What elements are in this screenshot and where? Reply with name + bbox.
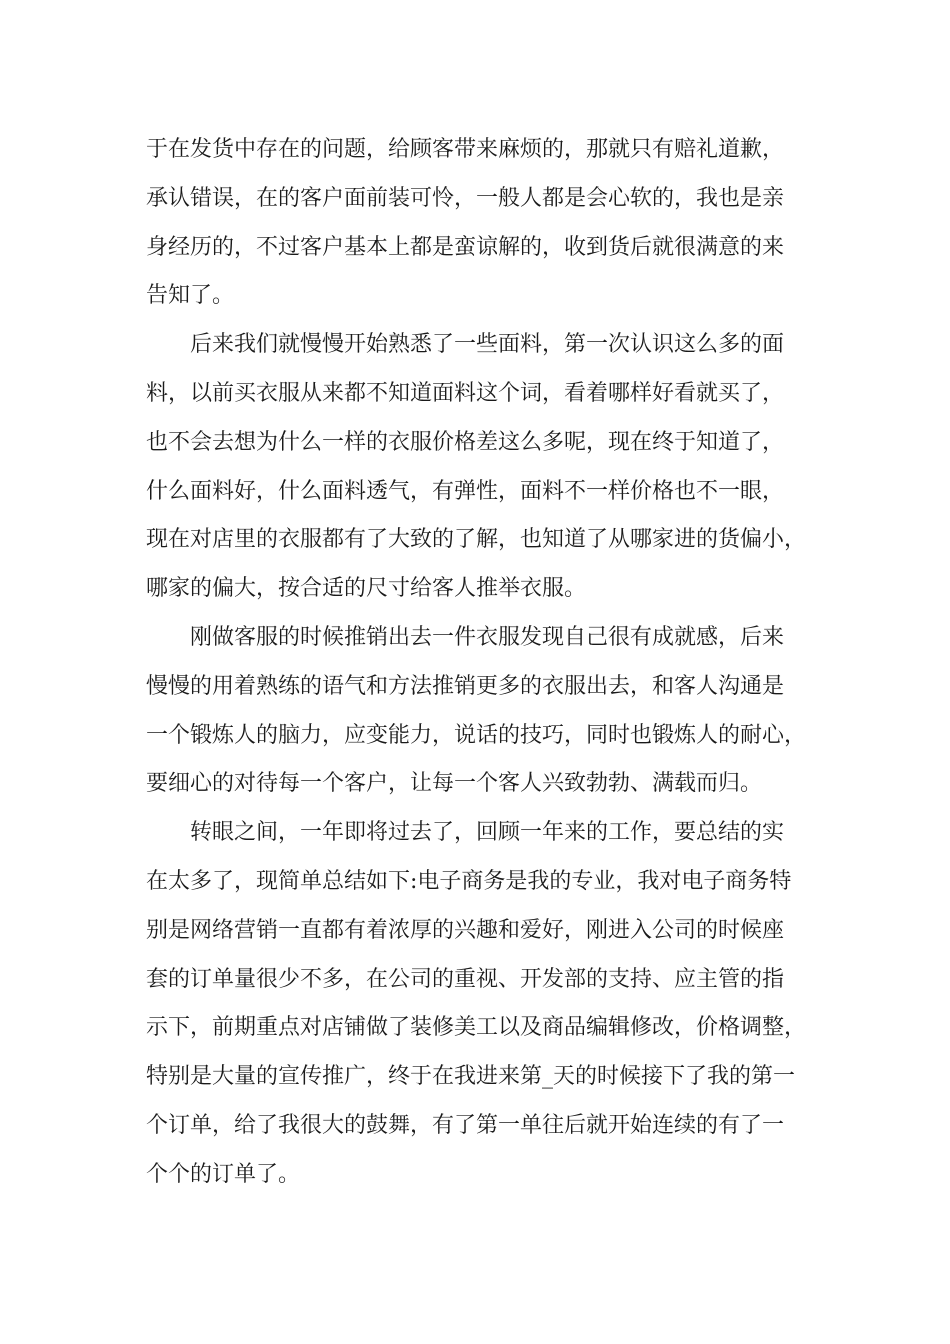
text-line: 示下，前期重点对店铺做了装修美工以及商品编辑修改，价格调整， [146,1015,807,1041]
text-line: 要细心的对待每一个客户，让每一个客人兴致勃勃、满载而归。 [146,771,763,797]
text-line: 个个的订单了。 [146,1161,301,1187]
text-line: 告知了。 [146,283,235,309]
text-line: 转眼之间，一年即将过去了，回顾一年来的工作，要总结的实 [190,820,785,846]
text-line: 别是网络营销一直都有着浓厚的兴趣和爱好，刚进入公司的时候座 [146,917,785,943]
text-line: 慢慢的用着熟练的语气和方法推销更多的衣服出去，和客人沟通是 [146,673,785,699]
text-line: 后来我们就慢慢开始熟悉了一些面料，第一次认识这么多的面 [190,332,785,358]
text-line: 套的订单量很少不多，在公司的重视、开发部的支持、应主管的指 [146,966,785,992]
document-body [146,126,826,1200]
text-line: 也不会去想为什么一样的衣服价格差这么多呢，现在终于知道了， [146,429,785,455]
text-line: 什么面料好，什么面料透气，有弹性，面料不一样价格也不一眼， [146,478,785,504]
text-line: 承认错误，在的客户面前装可怜，一般人都是会心软的，我也是亲 [146,185,785,211]
text-line: 身经历的，不过客户基本上都是蛮谅解的，收到货后就很满意的来 [146,234,785,260]
text-line: 一个锻炼人的脑力，应变能力，说话的技巧，同时也锻炼人的耐心， [146,722,807,748]
text-line: 在太多了，现简单总结如下:电子商务是我的专业，我对电子商务特 [146,868,792,894]
text-line: 哪家的偏大，按合适的尺寸给客人推举衣服。 [146,576,587,602]
text-line: 现在对店里的衣服都有了大致的了解，也知道了从哪家进的货偏小， [146,527,807,553]
text-line: 特别是大量的宣传推广，终于在我进来第_天的时候接下了我的第一 [146,1064,796,1090]
text-line: 个订单，给了我很大的鼓舞，有了第一单往后就开始连续的有了一 [146,1112,785,1138]
text-line: 刚做客服的时候推销出去一件衣服发现自己很有成就感，后来 [190,624,785,650]
text-line: 料，以前买衣服从来都不知道面料这个词，看着哪样好看就买了， [146,380,785,406]
text-line: 于在发货中存在的问题，给顾客带来麻烦的，那就只有赔礼道歉， [146,137,785,162]
